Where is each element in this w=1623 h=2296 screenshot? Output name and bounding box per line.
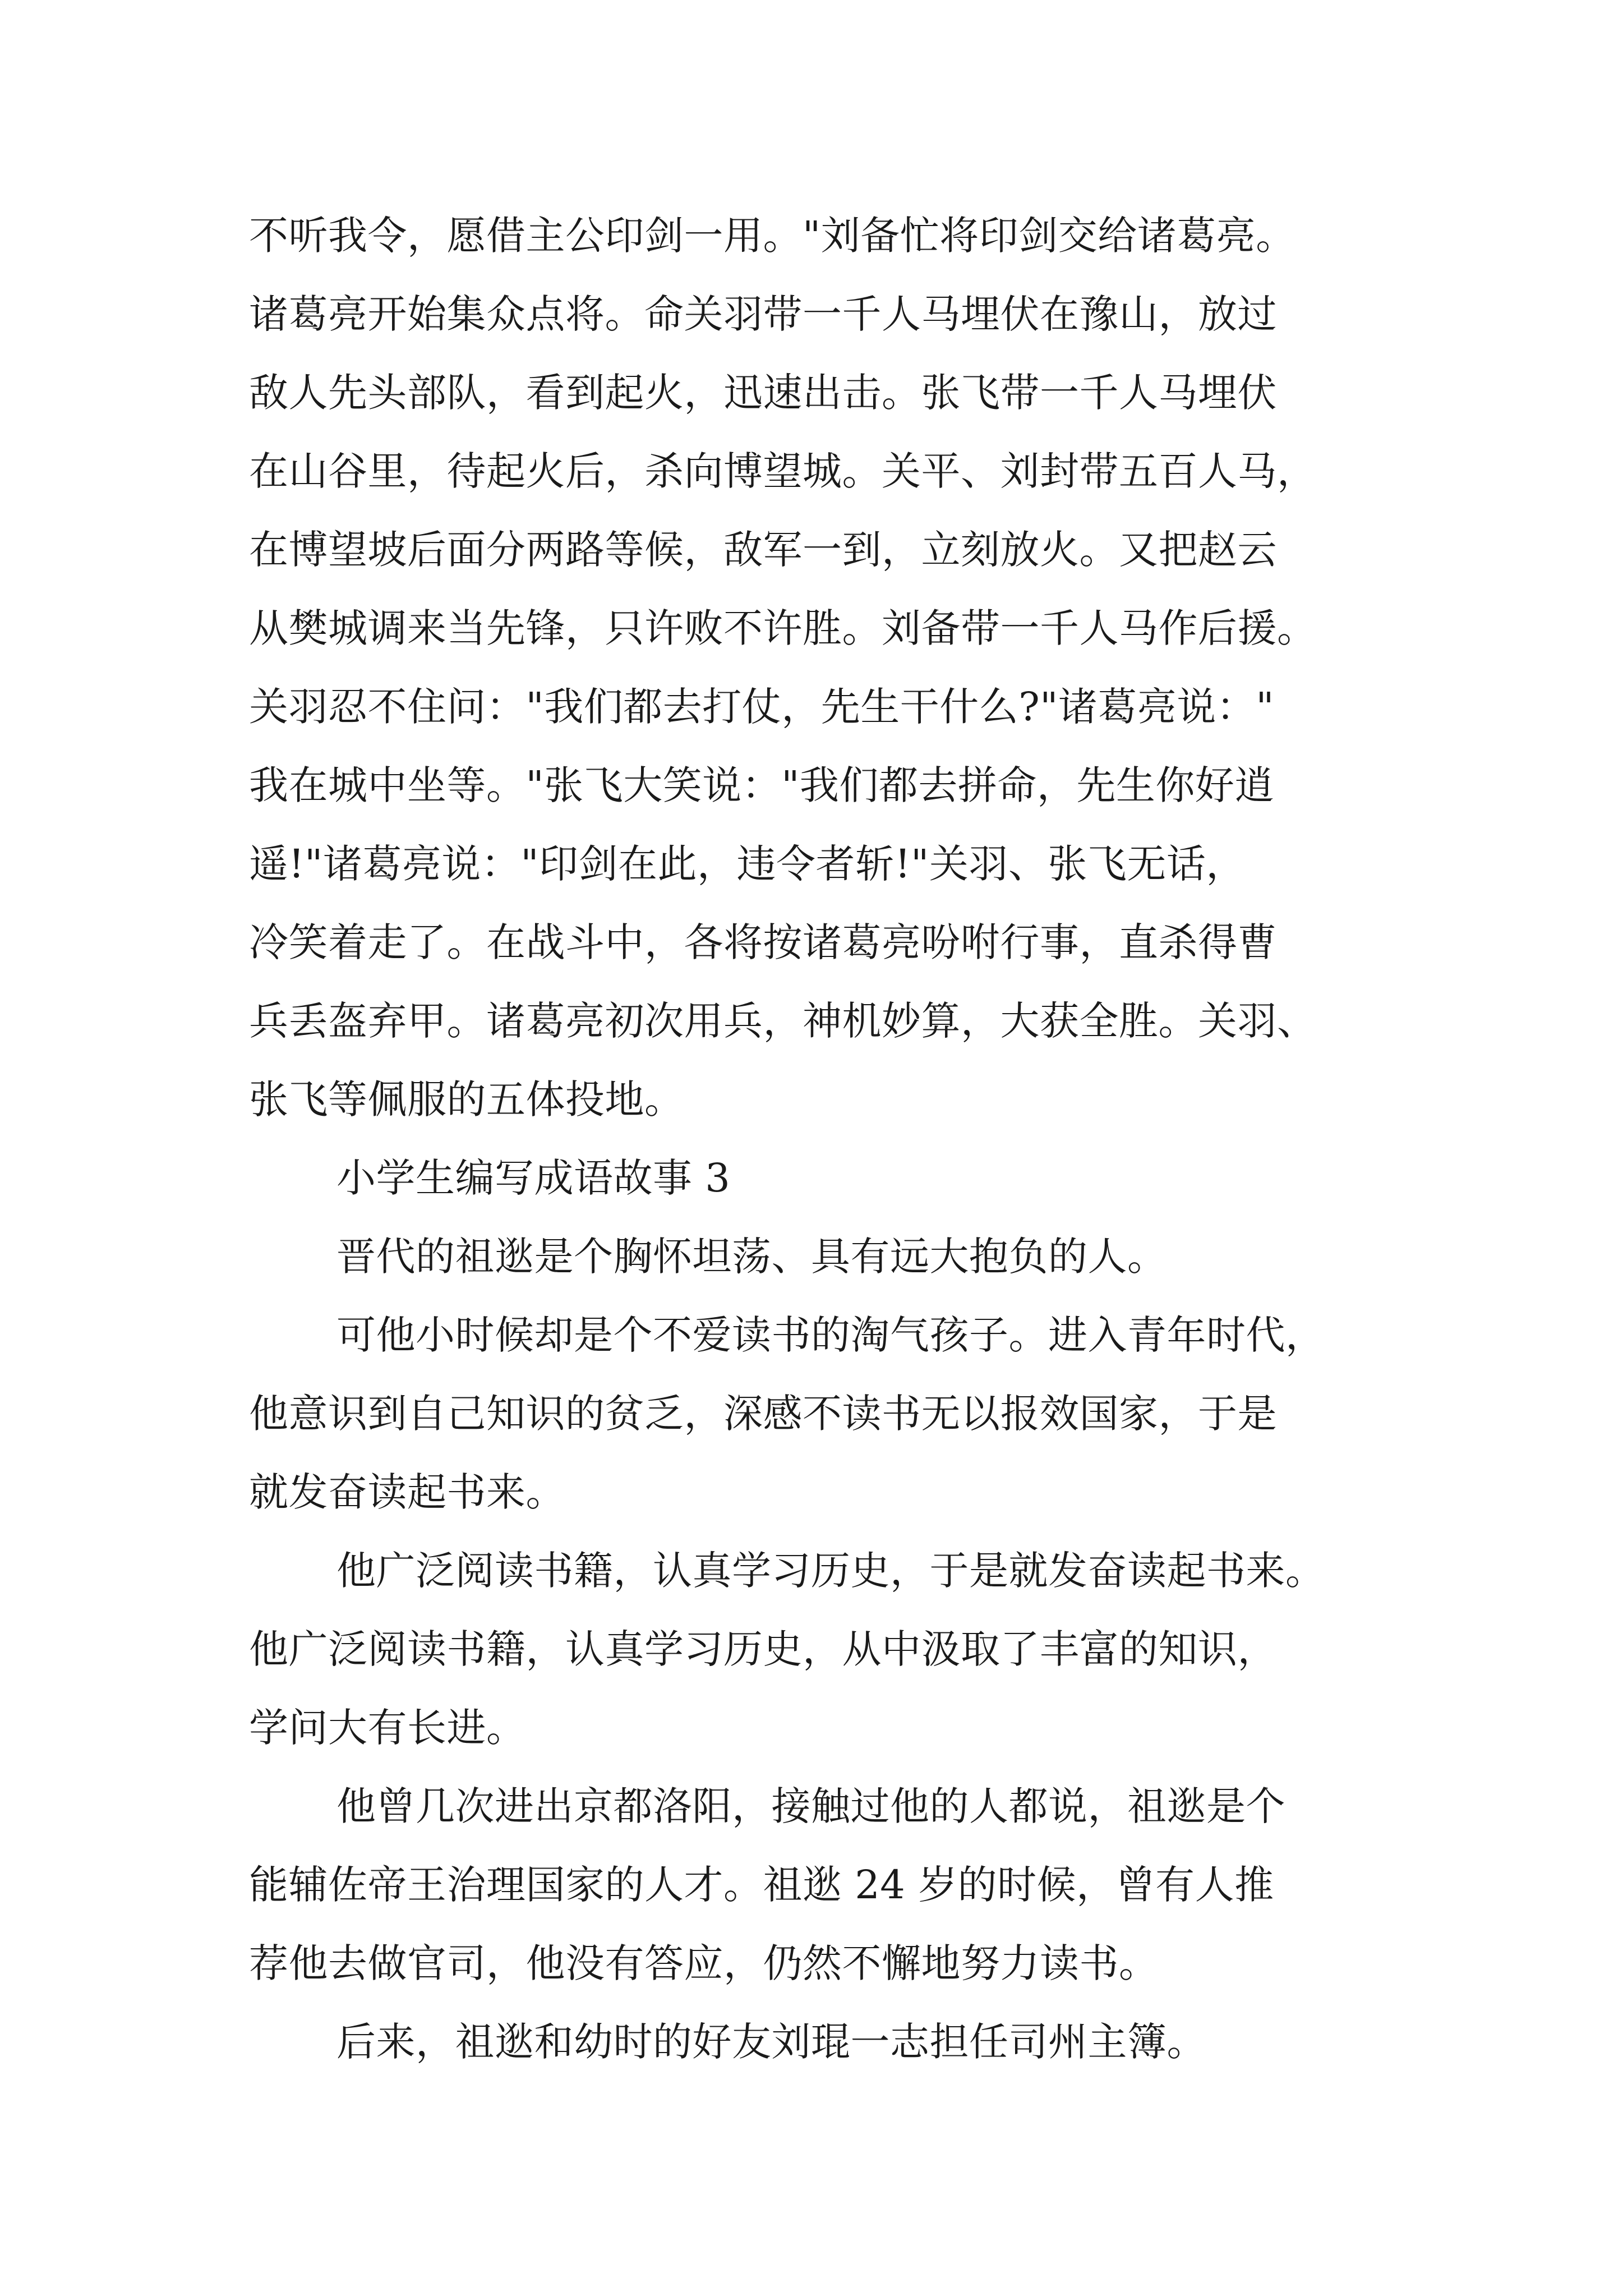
text-line: 张飞等佩服的五体投地。 bbox=[249, 1076, 684, 1122]
text-line: 我在城中坐等。"张飞大笑说："我们都去拼命，先生你好逍 bbox=[249, 762, 1274, 808]
text-line: 关羽忍不住问："我们都去打仗，先生干什么?"诸葛亮说：" bbox=[249, 684, 1275, 730]
text-line: 就发奋读起书来。 bbox=[249, 1469, 565, 1515]
text-line: 晋代的祖逖是个胸怀坦荡、具有远大抱负的人。 bbox=[336, 1234, 1167, 1280]
text-line: 兵丢盔弃甲。诸葛亮初次用兵，神机妙算，大获全胜。关羽、 bbox=[249, 998, 1317, 1044]
text-line: 在博望坡后面分两路等候，敌军一到，立刻放火。又把赵云 bbox=[249, 527, 1277, 573]
text-line: 能辅佐帝王治理国家的人才。祖逖 24 岁的时候，曾有人推 bbox=[249, 1862, 1274, 1908]
text-line: 不听我令，愿借主公印剑一用。"刘备忙将印剑交给诸葛亮。 bbox=[249, 213, 1295, 259]
text-line: 他曾几次进出京都洛阳，接触过他的人都说，祖逖是个 bbox=[336, 1783, 1285, 1829]
text-line: 可他小时候却是个不爱读书的淘气孩子。进入青年时代， bbox=[336, 1312, 1325, 1358]
text-line: 荐他去做官司，他没有答应，仍然不懈地努力读书。 bbox=[249, 1940, 1159, 1986]
text-line: 敌人先头部队，看到起火，迅速出击。张飞带一千人马埋伏 bbox=[249, 370, 1277, 416]
section-heading: 小学生编写成语故事 3 bbox=[336, 1155, 731, 1201]
text-line: 从樊城调来当先锋，只许败不许胜。刘备带一千人马作后援。 bbox=[249, 605, 1317, 651]
text-line: 后来，祖逖和幼时的好友刘琨一志担任司州主簿。 bbox=[336, 2019, 1206, 2065]
text-line: 学问大有长进。 bbox=[249, 1705, 526, 1751]
text-line: 他意识到自己知识的贫乏，深感不读书无以报效国家，于是 bbox=[249, 1391, 1277, 1437]
text-line: 在山谷里，待起火后，杀向博望城。关平、刘封带五百人马， bbox=[249, 448, 1317, 494]
text-line: 他广泛阅读书籍，认真学习历史，于是就发奋读起书来。 bbox=[336, 1548, 1325, 1594]
text-line: 冷笑着走了。在战斗中，各将按诸葛亮吩咐行事，直杀得曹 bbox=[249, 919, 1277, 965]
text-line: 他广泛阅读书籍，认真学习历史，从中汲取了丰富的知识， bbox=[249, 1626, 1277, 1672]
text-line: 遥!"诸葛亮说："印剑在此，违令者斩!"关羽、张飞无话， bbox=[249, 841, 1246, 887]
text-line: 诸葛亮开始集众点将。命关羽带一千人马埋伏在豫山，放过 bbox=[249, 291, 1277, 337]
